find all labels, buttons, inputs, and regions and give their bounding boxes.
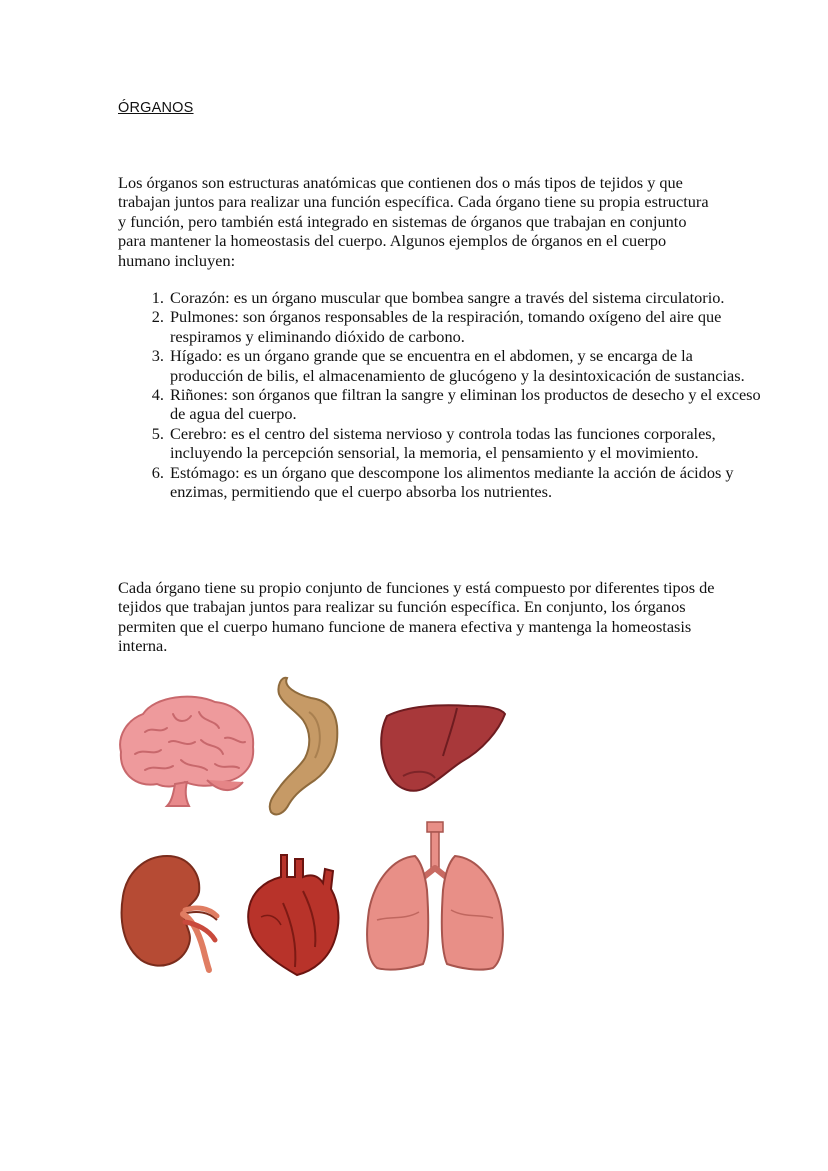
- list-item: 3. Hígado: es un órgano grande que se encuentra en el abdomen, y se encarga de la producción de bilis, el almacenamiento de glucógeno y la desintoxicación de sustancias.: [168, 346, 768, 385]
- organ-list: [118, 288, 768, 501]
- list-item: 4. Riñones: son órganos que filtran la sangre y eliminan los productos de desecho y el exceso de agua del cuerpo.: [168, 385, 768, 424]
- list-item: 2. Pulmones: son órganos responsables de la respiración, tomando oxígeno del aire que respiramos y eliminando dióxido de carbono.: [168, 307, 768, 346]
- list-item: 5. Cerebro: es el centro del sistema nervioso y controla todas las funciones corporales, incluyendo la percepción sensorial, la memoria, el pensamiento y el movimiento.: [168, 424, 768, 463]
- stomach-icon: [265, 672, 360, 822]
- list-item: 1. Corazón: es un órgano muscular que bombea sangre a través del sistema circulatorio.: [168, 288, 768, 307]
- page-title: ÓRGANOS: [118, 100, 194, 116]
- brain-icon: [115, 692, 260, 812]
- intro-paragraph: Los órganos son estructuras anatómicas que contienen dos o más tipos de tejidos y que trabajan juntos para realizar una función específica. Cada órgano tiene su propia estructura y función, pero también está integrado en sistemas de órganos que trabajan en conjunto para mantener la homeostasis del cuerpo. Algunos ejemplos de órganos en el cuerpo humano incluyen:: [118, 173, 709, 270]
- liver-icon: [373, 700, 508, 800]
- heart-icon: [243, 847, 343, 982]
- lungs-icon: [363, 820, 508, 980]
- kidney-icon: [117, 850, 222, 975]
- list-item: 6. Estómago: es un órgano que descompone los alimentos mediante la acción de ácidos y enzimas, permitiendo que el cuerpo absorba los nutrientes.: [168, 463, 768, 502]
- organs-illustration: [115, 672, 510, 982]
- closing-paragraph: Cada órgano tiene su propio conjunto de funciones y está compuesto por diferentes tipos de tejidos que trabajan juntos para realizar su función específica. En conjunto, los órganos permiten que el cuerpo humano funcione de manera efectiva y mantenga la homeostasis interna.: [118, 578, 715, 656]
